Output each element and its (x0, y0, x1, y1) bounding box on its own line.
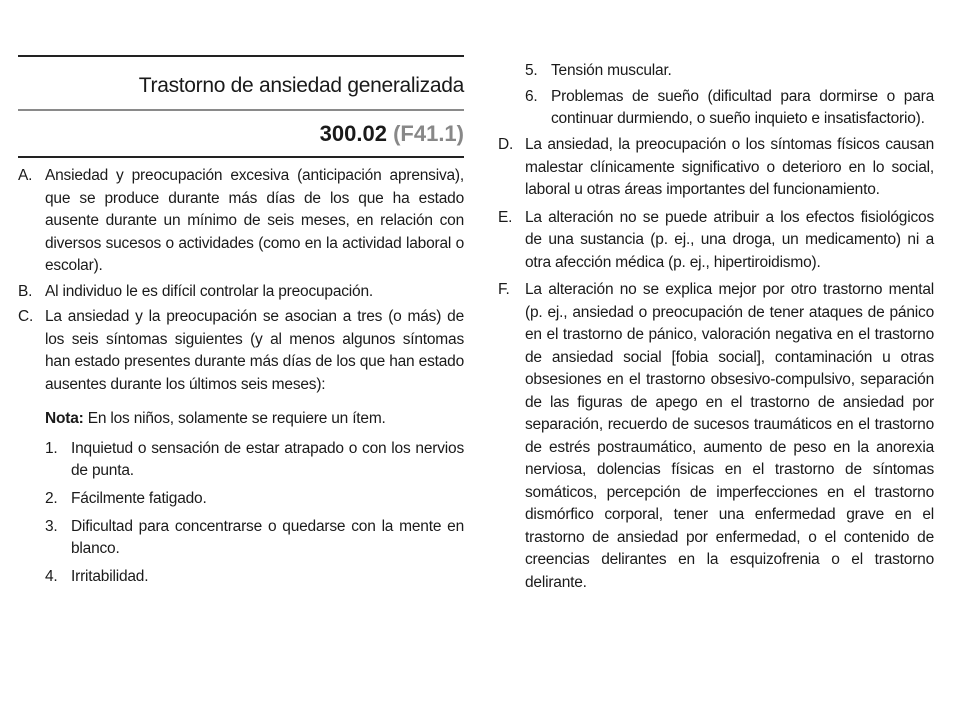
criterion-label: E. (498, 208, 513, 226)
criterion-label: A. (18, 167, 33, 184)
note (45, 408, 464, 430)
criterion-b (18, 281, 464, 304)
symptom-number: 2. (45, 490, 58, 507)
criterion-text: La ansiedad y la preocupación se asocian a tres (o más) de los seis síntomas siguientes (y al menos algunos síntomas han estado presentes durante más días de los que han estado ausentes durante los últimos seis meses): (45, 308, 464, 393)
criteria-list-left (18, 165, 464, 396)
symptom-number: 3. (45, 518, 58, 535)
criterion-d (498, 134, 934, 202)
criterion-label: D. (498, 136, 514, 153)
criterion-text: Ansiedad y preocupación excesiva (anticipación aprensiva), que se produce durante más días de los que ha estado ausente durante un mínimo de seis meses, en relación con diversos sucesos o actividades (como en la actividad laboral o escolar). (45, 167, 464, 274)
icd-code: (F41.1) (393, 121, 464, 146)
criterion-f (498, 279, 934, 594)
note-label: Nota: (45, 410, 84, 427)
symptom-number: 4. (45, 568, 58, 585)
criterion-label: B. (18, 282, 33, 300)
criterion-c (18, 306, 464, 396)
symptom-item (45, 438, 464, 482)
bottom-rule (18, 156, 464, 158)
symptom-number: 1. (45, 440, 58, 457)
note-text: En los niños, solamente se requiere un ítem. (83, 410, 386, 427)
criterion-text: Al individuo le es difícil controlar la preocupación. (45, 282, 374, 300)
symptom-item (45, 516, 464, 560)
middle-rule (18, 109, 464, 111)
disorder-title: Trastorno de ansiedad generalizada (138, 74, 464, 97)
symptom-text: Fácilmente fatigado. (71, 490, 207, 507)
criterion-label: C. (18, 308, 34, 325)
left-column (18, 55, 464, 594)
criterion-label: F. (498, 281, 510, 298)
symptom-list-continued (498, 60, 934, 130)
symptom-text: Irritabilidad. (71, 568, 149, 585)
symptom-number: 6. (525, 88, 538, 105)
symptom-text: Inquietud o sensación de estar atrapado o con los nervios de punta. (71, 440, 464, 479)
right-column (498, 60, 934, 599)
symptom-item (525, 86, 934, 130)
symptom-item (45, 566, 464, 588)
symptom-text: Dificultad para concentrarse o quedarse con la mente en blanco. (71, 518, 464, 557)
symptom-number: 5. (525, 62, 538, 79)
symptom-item (525, 60, 934, 82)
criterion-text: La alteración no se puede atribuir a los efectos fisiológicos de una sustancia (p. ej., una droga, un medicamento) ni a otra afección médica (p. ej., hipertiroidismo). (525, 208, 934, 271)
criterion-e (498, 207, 934, 275)
symptom-text: Tensión muscular. (551, 62, 672, 79)
criterion-a (18, 165, 464, 278)
dsm-code: 300.02 (319, 121, 387, 146)
criterion-text: La ansiedad, la preocupación o los síntomas físicos causan malestar clínicamente significativo o deterioro en lo social, laboral u otras áreas importantes del funcionamiento. (525, 136, 934, 198)
top-rule (18, 55, 464, 57)
symptom-text: Problemas de sueño (dificultad para dormirse o para continuar durmiendo, o sueño inquieto e insatisfactorio). (551, 88, 934, 127)
diagnostic-code (18, 121, 464, 147)
criteria-list-right (498, 134, 934, 594)
symptom-item (45, 488, 464, 510)
criterion-text: La alteración no se explica mejor por otro trastorno mental (p. ej., ansiedad o preocupación de tener ataques de pánico en el trastorno de pánico, valoración negativa en el trastorno de ansiedad social [fobia social], contaminación u otras obsesiones en el trastorno obsesivo-compulsivo, separación de las figuras de apego en el trastorno de ansiedad por separación, recuerdo de sucesos traumáticos en el trastorno de estrés postraumático, aumento de peso en la anorexia nerviosa, dolencias físicas en el trastorno de síntomas somáticos, percepción de imperfecciones en el trastorno dismórfico corporal, tener una enfermedad grave en el trastorno de ansiedad por enfermedad, o el contenido de creencias delirantes en la esquizofrenia o el trastorno delirante. (525, 281, 934, 591)
